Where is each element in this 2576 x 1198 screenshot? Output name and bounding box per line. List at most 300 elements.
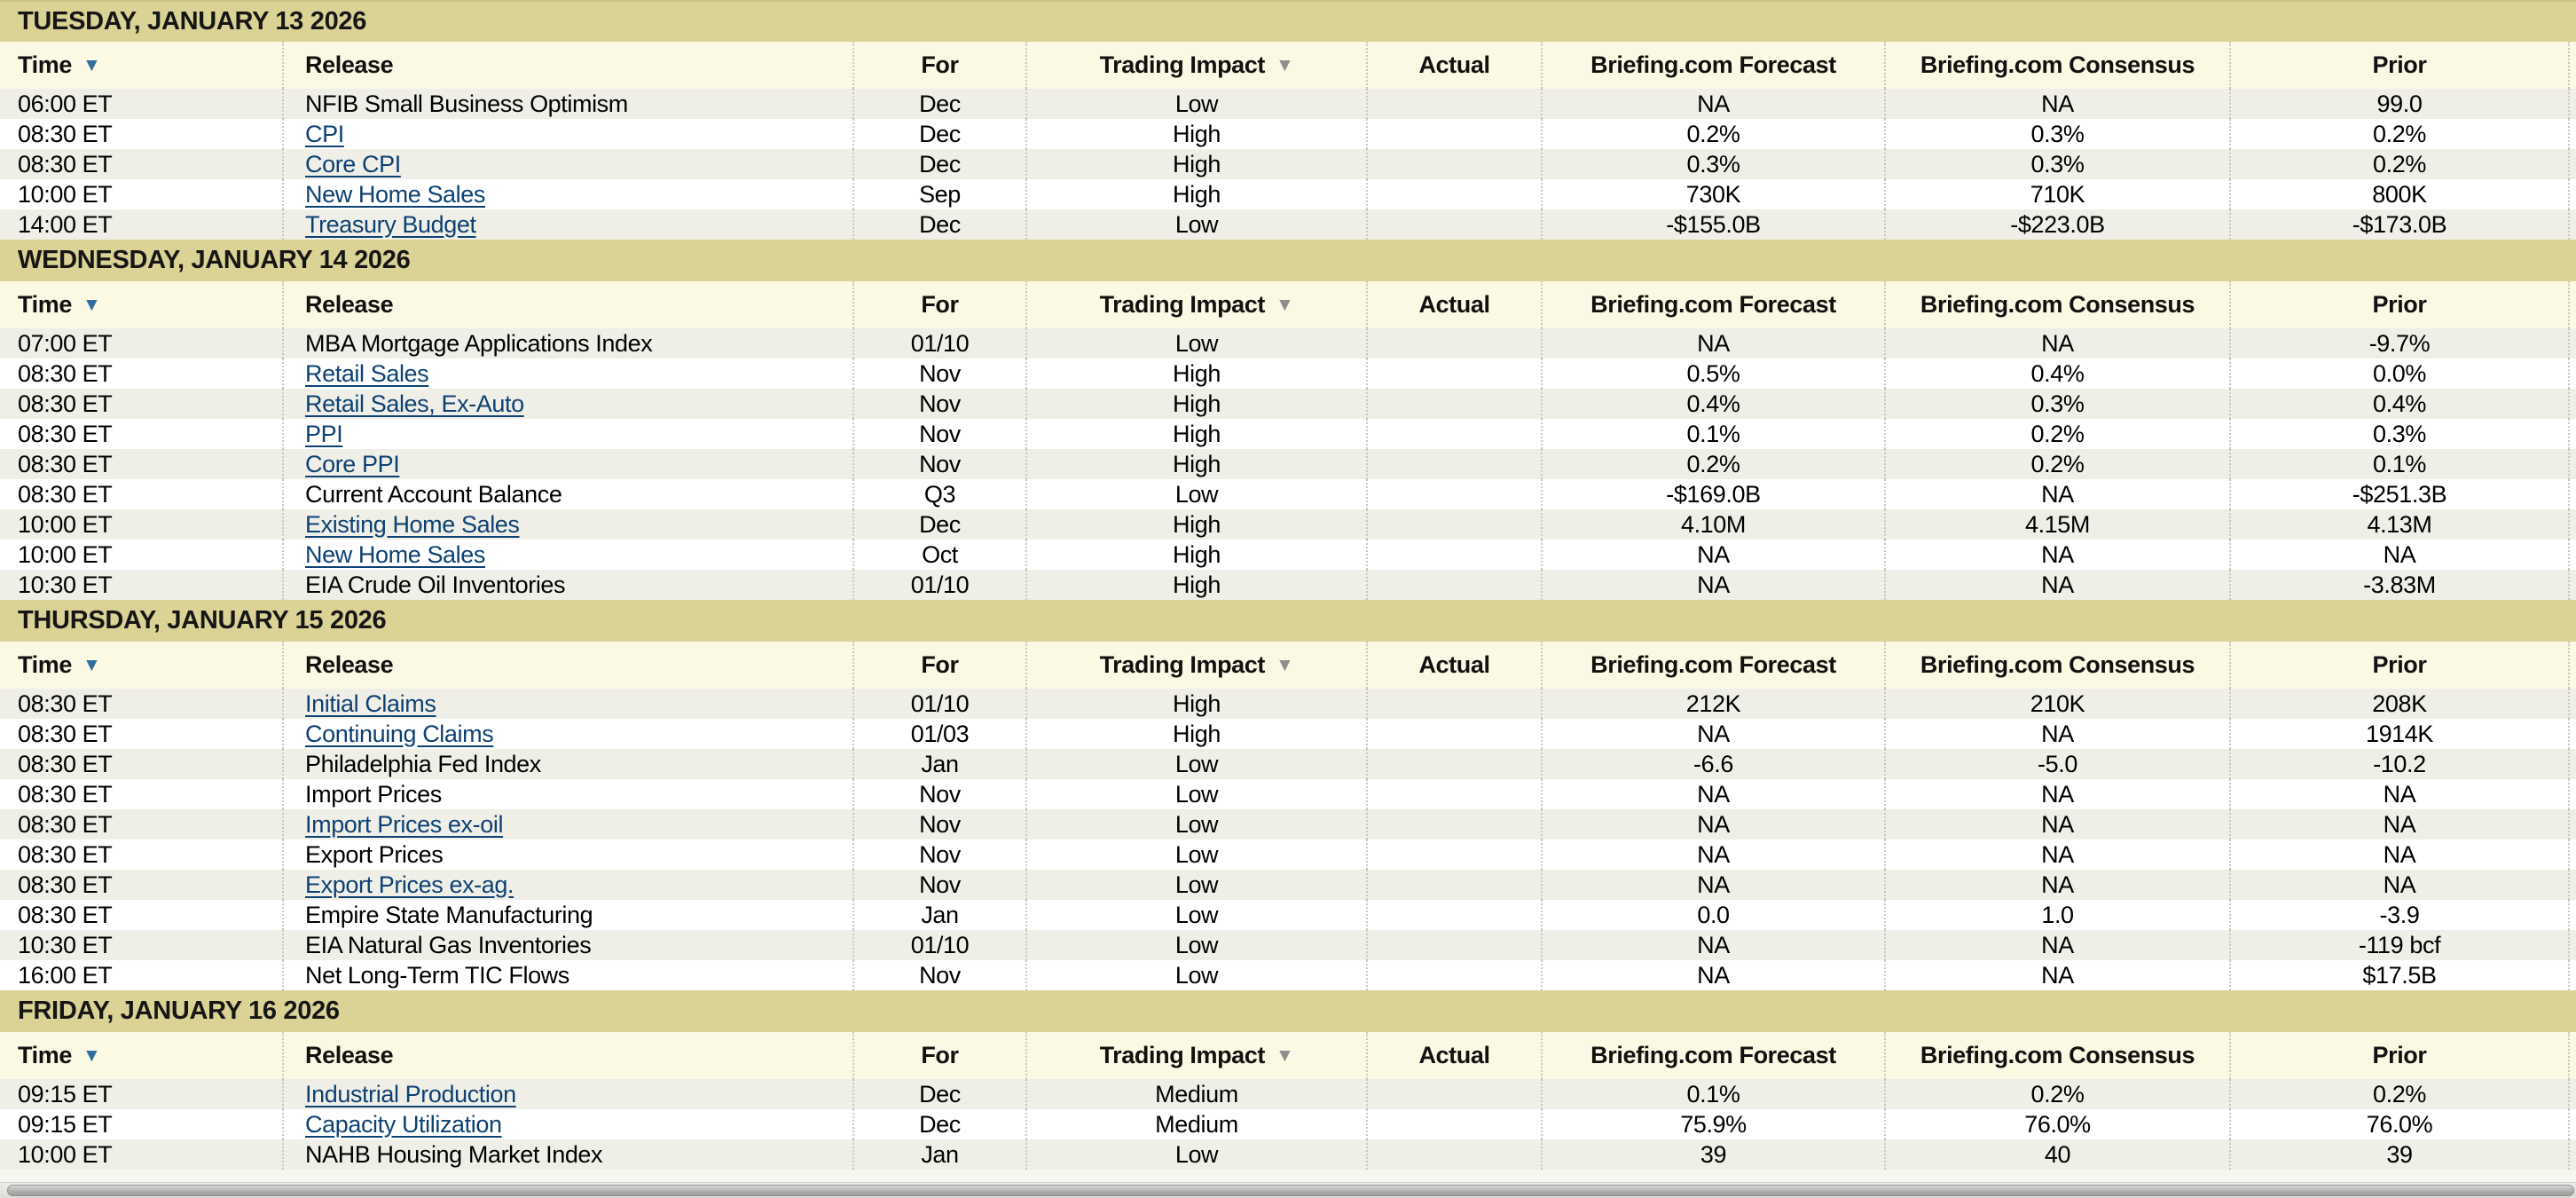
cell-prior: 0.2%: [2231, 1079, 2570, 1109]
release-text: NAHB Housing Market Index: [305, 1140, 603, 1168]
column-header-trading-impact[interactable]: [1027, 42, 1368, 89]
column-header-label: Time: [18, 1042, 72, 1068]
cell-impact: High: [1027, 449, 1368, 479]
column-header-label: Trading Impact: [1099, 651, 1266, 678]
table-row: [0, 1139, 2576, 1170]
cell-prior: -3.83M: [2231, 570, 2570, 600]
cell-release: [284, 870, 854, 900]
time-sort-icon[interactable]: ▼: [82, 295, 101, 315]
cell-prior: -119 bcf: [2231, 930, 2570, 960]
cell-time: 10:00 ET: [0, 179, 284, 209]
table-row: [0, 328, 2576, 359]
cell-actual: [1368, 119, 1543, 149]
cell-forecast: NA: [1543, 779, 1886, 809]
column-header-label: Briefing.com Forecast: [1590, 651, 1836, 678]
cell-consensus: 710K: [1886, 179, 2231, 209]
cell-prior: NA: [2231, 870, 2570, 900]
cell-consensus: NA: [1886, 960, 2231, 990]
cell-forecast: 0.1%: [1543, 419, 1886, 449]
release-link[interactable]: CPI: [305, 120, 344, 147]
table-row: [0, 1109, 2576, 1139]
column-header-label: For: [921, 51, 959, 78]
release-link[interactable]: Initial Claims: [305, 690, 436, 717]
time-sort-icon[interactable]: ▼: [82, 1045, 101, 1066]
table-row: [0, 119, 2576, 149]
table-row: [0, 540, 2576, 570]
date-band: [0, 600, 2576, 642]
cell-release: [284, 809, 854, 839]
row-sliver: [2570, 930, 2576, 960]
time-sort-icon[interactable]: ▼: [82, 655, 101, 675]
cell-forecast: 4.10M: [1543, 509, 1886, 540]
release-text: Export Prices: [305, 840, 444, 868]
cell-consensus: 0.3%: [1886, 119, 2231, 149]
release-link[interactable]: Retail Sales: [305, 359, 429, 387]
cell-impact: Low: [1027, 870, 1368, 900]
release-link[interactable]: Core PPI: [305, 450, 400, 477]
column-header-actual: [1368, 42, 1543, 89]
cell-for: Dec: [854, 209, 1027, 240]
row-sliver: [2570, 209, 2576, 240]
cell-for: Nov: [854, 870, 1027, 900]
row-sliver: [2570, 179, 2576, 209]
row-sliver: [2570, 570, 2576, 600]
cell-release: [284, 209, 854, 240]
cell-time: 08:30 ET: [0, 419, 284, 449]
release-text: EIA Natural Gas Inventories: [305, 931, 592, 958]
release-text: MBA Mortgage Applications Index: [305, 329, 653, 357]
table-row: [0, 479, 2576, 509]
cell-forecast: NA: [1543, 89, 1886, 119]
cell-impact: High: [1027, 540, 1368, 570]
cell-impact: High: [1027, 509, 1368, 540]
cell-actual: [1368, 870, 1543, 900]
cell-time: 06:00 ET: [0, 89, 284, 119]
table-row: [0, 509, 2576, 540]
table-row: [0, 870, 2576, 900]
cell-consensus: NA: [1886, 479, 2231, 509]
cell-prior: NA: [2231, 809, 2570, 839]
column-header-briefing-com-consensus: [1886, 642, 2231, 689]
row-sliver: [2570, 689, 2576, 719]
date-label: FRIDAY, JANUARY 16 2026: [18, 997, 340, 1025]
cell-for: Nov: [854, 419, 1027, 449]
column-header-prior: [2231, 1032, 2570, 1079]
cell-release: [284, 779, 854, 809]
column-header-label: Time: [18, 291, 72, 318]
table-row: [0, 389, 2576, 419]
cell-time: 08:30 ET: [0, 389, 284, 419]
cell-impact: Low: [1027, 479, 1368, 509]
release-link[interactable]: Capacity Utilization: [305, 1110, 502, 1138]
cell-impact: High: [1027, 389, 1368, 419]
cell-prior: 0.4%: [2231, 389, 2570, 419]
cell-forecast: NA: [1543, 540, 1886, 570]
cell-forecast: NA: [1543, 719, 1886, 749]
column-header-actual: [1368, 281, 1543, 328]
cell-impact: High: [1027, 119, 1368, 149]
day-section: [0, 990, 2576, 1170]
cell-impact: High: [1027, 719, 1368, 749]
cell-actual: [1368, 570, 1543, 600]
row-sliver: [2570, 900, 2576, 930]
cell-for: Jan: [854, 749, 1027, 779]
column-header-label: Time: [18, 51, 72, 78]
column-header-row: [0, 42, 2576, 89]
trading-impact-sort-icon[interactable]: ▼: [1276, 55, 1294, 75]
cell-actual: [1368, 960, 1543, 990]
row-sliver: [2570, 149, 2576, 179]
cell-actual: [1368, 479, 1543, 509]
column-header-label: Actual: [1418, 51, 1490, 78]
cell-for: Dec: [854, 509, 1027, 540]
column-header-briefing-com-consensus: [1886, 281, 2231, 328]
column-header-actual: [1368, 1032, 1543, 1079]
cell-release: [284, 419, 854, 449]
cell-consensus: NA: [1886, 89, 2231, 119]
cell-actual: [1368, 1109, 1543, 1139]
cell-forecast: 0.2%: [1543, 449, 1886, 479]
column-header-label: For: [921, 651, 959, 678]
column-header-for: [854, 1032, 1027, 1079]
column-header-label: Trading Impact: [1099, 51, 1266, 78]
trading-impact-sort-icon[interactable]: ▼: [1276, 655, 1294, 675]
cell-actual: [1368, 1079, 1543, 1109]
cell-impact: Low: [1027, 839, 1368, 870]
cell-forecast: NA: [1543, 960, 1886, 990]
table-row: [0, 839, 2576, 870]
cell-actual: [1368, 779, 1543, 809]
cell-impact: Low: [1027, 930, 1368, 960]
release-text: Net Long-Term TIC Flows: [305, 961, 569, 989]
column-header-label: Time: [18, 651, 72, 678]
release-link[interactable]: Treasury Budget: [305, 210, 476, 238]
row-sliver: [2570, 449, 2576, 479]
row-sliver: [2570, 839, 2576, 870]
cell-release: [284, 479, 854, 509]
cell-actual: [1368, 209, 1543, 240]
column-header-trading-impact[interactable]: [1027, 1032, 1368, 1079]
cell-release: [284, 1079, 854, 1109]
cell-forecast: 0.5%: [1543, 359, 1886, 389]
cell-actual: [1368, 689, 1543, 719]
column-header-prior: [2231, 642, 2570, 689]
cell-for: Nov: [854, 359, 1027, 389]
cell-prior: 76.0%: [2231, 1109, 2570, 1139]
cell-release: [284, 839, 854, 870]
cell-release: [284, 389, 854, 419]
cell-impact: High: [1027, 359, 1368, 389]
column-header-prior: [2231, 42, 2570, 89]
cell-time: 10:00 ET: [0, 540, 284, 570]
cell-for: Dec: [854, 119, 1027, 149]
cell-forecast: 0.3%: [1543, 149, 1886, 179]
column-header-time[interactable]: [0, 42, 284, 89]
column-header-label: For: [921, 291, 959, 318]
cell-time: 10:00 ET: [0, 509, 284, 540]
table-row: [0, 570, 2576, 600]
cell-prior: 0.1%: [2231, 449, 2570, 479]
scrollbar-thumb[interactable]: [7, 1185, 2574, 1196]
cell-actual: [1368, 179, 1543, 209]
cell-time: 08:30 ET: [0, 809, 284, 839]
cell-time: 08:30 ET: [0, 359, 284, 389]
column-header-label: Briefing.com Forecast: [1590, 291, 1836, 318]
column-header-prior: [2231, 281, 2570, 328]
trading-impact-sort-icon[interactable]: ▼: [1276, 1045, 1294, 1066]
column-header-label: Prior: [2372, 651, 2427, 678]
row-sliver: [2570, 389, 2576, 419]
release-link[interactable]: Export Prices ex-ag.: [305, 871, 514, 898]
cell-consensus: 0.3%: [1886, 149, 2231, 179]
column-header-label: Briefing.com Forecast: [1590, 51, 1836, 78]
column-header-row: [0, 281, 2576, 328]
column-header-label: Briefing.com Consensus: [1920, 651, 2195, 678]
column-header-trading-impact[interactable]: [1027, 642, 1368, 689]
cell-release: [284, 119, 854, 149]
cell-consensus: 1.0: [1886, 900, 2231, 930]
cell-for: Sep: [854, 179, 1027, 209]
cell-time: 08:30 ET: [0, 149, 284, 179]
column-header-release: [284, 1032, 854, 1079]
header-sliver: [2570, 42, 2576, 89]
cell-release: [284, 89, 854, 119]
cell-impact: High: [1027, 689, 1368, 719]
cell-time: 07:00 ET: [0, 328, 284, 359]
release-link[interactable]: New Home Sales: [305, 540, 485, 568]
row-sliver: [2570, 1079, 2576, 1109]
cell-release: [284, 509, 854, 540]
trading-impact-sort-icon[interactable]: ▼: [1276, 295, 1294, 315]
cell-consensus: NA: [1886, 839, 2231, 870]
cell-for: Nov: [854, 809, 1027, 839]
cell-consensus: NA: [1886, 930, 2231, 960]
cell-for: Nov: [854, 960, 1027, 990]
cell-prior: 39: [2231, 1139, 2570, 1170]
section-rows: [0, 689, 2576, 990]
cell-time: 09:15 ET: [0, 1109, 284, 1139]
cell-actual: [1368, 540, 1543, 570]
cell-forecast: -6.6: [1543, 749, 1886, 779]
column-header-time[interactable]: [0, 1032, 284, 1079]
cell-for: Jan: [854, 1139, 1027, 1170]
row-sliver: [2570, 809, 2576, 839]
cell-for: 01/10: [854, 930, 1027, 960]
column-header-label: Actual: [1418, 651, 1490, 678]
row-sliver: [2570, 719, 2576, 749]
cell-release: [284, 900, 854, 930]
column-header-label: Prior: [2372, 1042, 2427, 1068]
release-text: EIA Crude Oil Inventories: [305, 571, 566, 598]
cell-time: 08:30 ET: [0, 119, 284, 149]
row-sliver: [2570, 1139, 2576, 1170]
date-band: [0, 990, 2576, 1032]
cell-time: 08:30 ET: [0, 870, 284, 900]
cell-release: [284, 570, 854, 600]
cell-for: Nov: [854, 779, 1027, 809]
cell-prior: -$251.3B: [2231, 479, 2570, 509]
cell-forecast: -$155.0B: [1543, 209, 1886, 240]
cell-actual: [1368, 359, 1543, 389]
cell-prior: NA: [2231, 779, 2570, 809]
cell-release: [284, 449, 854, 479]
cell-forecast: NA: [1543, 328, 1886, 359]
cell-forecast: 212K: [1543, 689, 1886, 719]
column-header-label: Trading Impact: [1099, 291, 1266, 318]
cell-prior: 0.2%: [2231, 149, 2570, 179]
release-link[interactable]: Retail Sales, Ex-Auto: [305, 390, 524, 417]
release-link[interactable]: Existing Home Sales: [305, 510, 520, 538]
cell-forecast: 730K: [1543, 179, 1886, 209]
column-header-label: Release: [305, 51, 394, 78]
cell-release: [284, 960, 854, 990]
section-rows: [0, 89, 2576, 240]
cell-for: Nov: [854, 389, 1027, 419]
release-link[interactable]: Core CPI: [305, 150, 401, 177]
release-link[interactable]: Import Prices ex-oil: [305, 810, 504, 838]
column-header-label: Briefing.com Consensus: [1920, 1042, 2195, 1068]
column-header-actual: [1368, 642, 1543, 689]
cell-time: 08:30 ET: [0, 449, 284, 479]
cell-for: Dec: [854, 89, 1027, 119]
date-label: WEDNESDAY, JANUARY 14 2026: [18, 246, 411, 274]
column-header-trading-impact[interactable]: [1027, 281, 1368, 328]
cell-prior: $17.5B: [2231, 960, 2570, 990]
column-header-time[interactable]: [0, 281, 284, 328]
cell-impact: Low: [1027, 900, 1368, 930]
cell-actual: [1368, 449, 1543, 479]
column-header-label: Actual: [1418, 1042, 1490, 1068]
column-header-time[interactable]: [0, 642, 284, 689]
release-link[interactable]: Continuing Claims: [305, 720, 494, 747]
release-link[interactable]: Industrial Production: [305, 1080, 516, 1107]
horizontal-scrollbar[interactable]: [0, 1182, 2576, 1198]
date-band: [0, 0, 2576, 42]
column-header-briefing-com-forecast: [1543, 281, 1886, 328]
cell-time: 08:30 ET: [0, 749, 284, 779]
cell-forecast: 75.9%: [1543, 1109, 1886, 1139]
table-row: [0, 89, 2576, 119]
cell-consensus: 0.2%: [1886, 1079, 2231, 1109]
cell-release: [284, 1109, 854, 1139]
cell-impact: Low: [1027, 809, 1368, 839]
time-sort-icon[interactable]: ▼: [82, 55, 101, 75]
cell-for: Dec: [854, 1079, 1027, 1109]
release-link[interactable]: New Home Sales: [305, 180, 485, 208]
cell-release: [284, 689, 854, 719]
column-header-release: [284, 281, 854, 328]
cell-release: [284, 719, 854, 749]
cell-actual: [1368, 930, 1543, 960]
cell-forecast: 0.1%: [1543, 1079, 1886, 1109]
row-sliver: [2570, 509, 2576, 540]
cell-time: 09:15 ET: [0, 1079, 284, 1109]
column-header-row: [0, 642, 2576, 689]
cell-forecast: NA: [1543, 809, 1886, 839]
cell-impact: Low: [1027, 960, 1368, 990]
release-link[interactable]: PPI: [305, 420, 343, 447]
release-text: NFIB Small Business Optimism: [305, 90, 628, 117]
section-rows: [0, 328, 2576, 600]
cell-time: 14:00 ET: [0, 209, 284, 240]
cell-consensus: 0.2%: [1886, 449, 2231, 479]
cell-impact: Low: [1027, 328, 1368, 359]
column-header-for: [854, 42, 1027, 89]
cell-forecast: -$169.0B: [1543, 479, 1886, 509]
cell-time: 08:30 ET: [0, 479, 284, 509]
cell-consensus: 76.0%: [1886, 1109, 2231, 1139]
release-text: Philadelphia Fed Index: [305, 750, 541, 777]
cell-consensus: NA: [1886, 870, 2231, 900]
column-header-row: [0, 1032, 2576, 1079]
header-sliver: [2570, 1032, 2576, 1079]
cell-prior: 99.0: [2231, 89, 2570, 119]
cell-impact: High: [1027, 149, 1368, 179]
column-header-label: Trading Impact: [1099, 1042, 1266, 1068]
day-section: [0, 600, 2576, 990]
cell-for: 01/10: [854, 689, 1027, 719]
row-sliver: [2570, 1109, 2576, 1139]
cell-actual: [1368, 509, 1543, 540]
cell-impact: Low: [1027, 89, 1368, 119]
cell-impact: High: [1027, 570, 1368, 600]
cell-impact: Low: [1027, 749, 1368, 779]
cell-forecast: NA: [1543, 839, 1886, 870]
cell-prior: 0.3%: [2231, 419, 2570, 449]
column-header-label: Release: [305, 1042, 394, 1068]
cell-prior: 0.2%: [2231, 119, 2570, 149]
cell-consensus: 40: [1886, 1139, 2231, 1170]
cell-forecast: NA: [1543, 570, 1886, 600]
cell-forecast: NA: [1543, 930, 1886, 960]
cell-actual: [1368, 389, 1543, 419]
cell-consensus: 0.2%: [1886, 419, 2231, 449]
cell-actual: [1368, 749, 1543, 779]
column-header-label: Actual: [1418, 291, 1490, 318]
cell-for: Nov: [854, 449, 1027, 479]
table-row: [0, 960, 2576, 990]
column-header-briefing-com-consensus: [1886, 42, 2231, 89]
cell-consensus: NA: [1886, 540, 2231, 570]
column-header-label: Release: [305, 651, 394, 678]
row-sliver: [2570, 89, 2576, 119]
cell-for: Jan: [854, 900, 1027, 930]
cell-consensus: NA: [1886, 570, 2231, 600]
cell-prior: 4.13M: [2231, 509, 2570, 540]
row-sliver: [2570, 359, 2576, 389]
column-header-briefing-com-forecast: [1543, 42, 1886, 89]
cell-consensus: NA: [1886, 719, 2231, 749]
day-section: [0, 240, 2576, 600]
row-sliver: [2570, 749, 2576, 779]
column-header-briefing-com-consensus: [1886, 1032, 2231, 1079]
cell-forecast: NA: [1543, 870, 1886, 900]
row-sliver: [2570, 779, 2576, 809]
table-row: [0, 419, 2576, 449]
cell-for: 01/10: [854, 328, 1027, 359]
cell-impact: Low: [1027, 779, 1368, 809]
cell-impact: High: [1027, 179, 1368, 209]
table-row: [0, 930, 2576, 960]
cell-release: [284, 359, 854, 389]
date-label: THURSDAY, JANUARY 15 2026: [18, 606, 387, 634]
cell-for: Q3: [854, 479, 1027, 509]
cell-time: 08:30 ET: [0, 689, 284, 719]
cell-release: [284, 149, 854, 179]
cell-release: [284, 179, 854, 209]
cell-impact: Medium: [1027, 1079, 1368, 1109]
cell-time: 10:30 ET: [0, 570, 284, 600]
